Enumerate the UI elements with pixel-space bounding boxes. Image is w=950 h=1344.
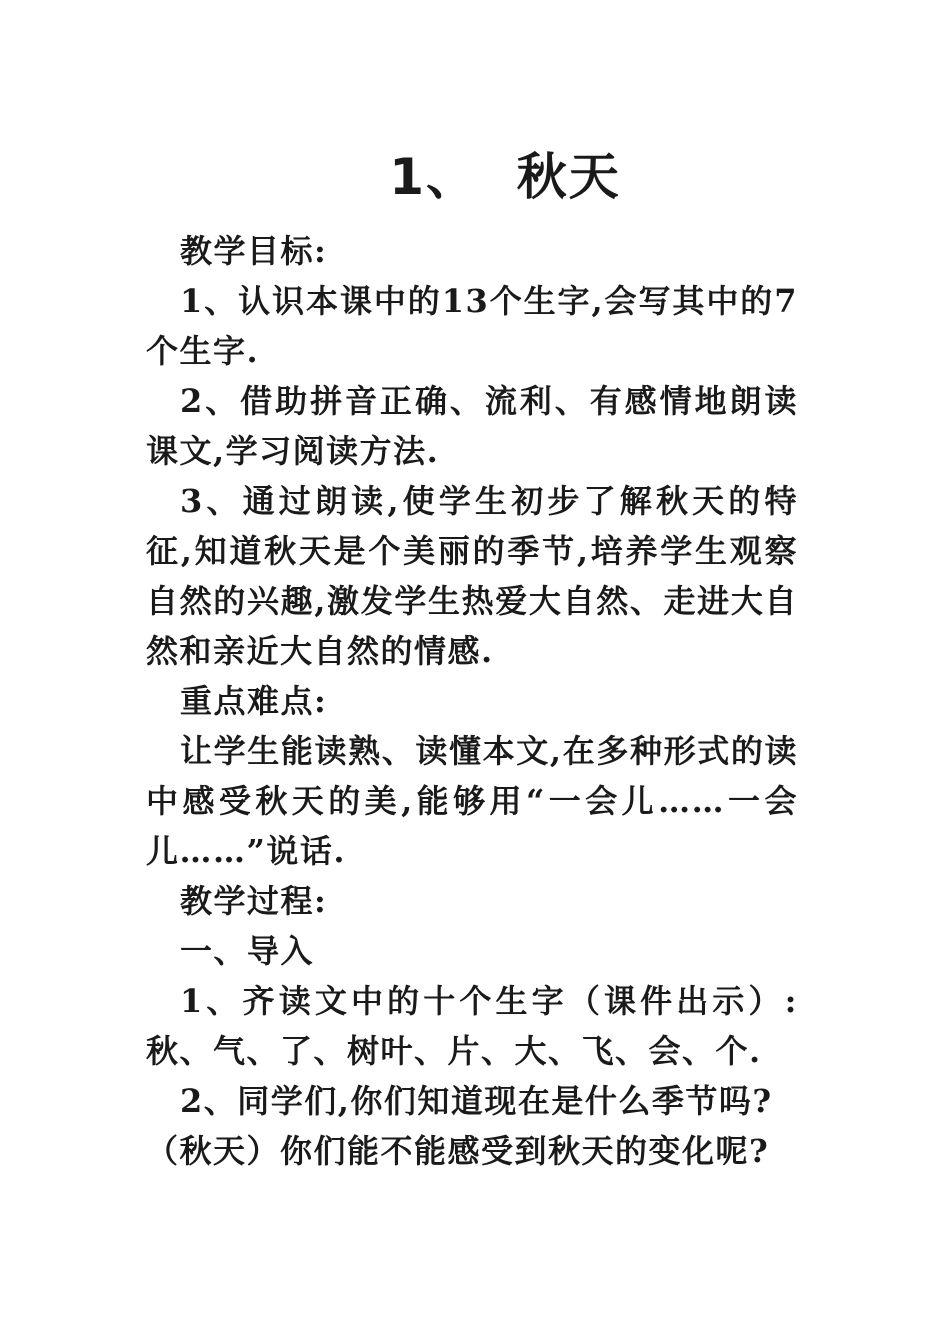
heading-teaching-goals: 教学目标: xyxy=(180,232,328,270)
goal-item-2: 2、借助拼音正确、流利、有感情地朗读课文,学习阅读方法. xyxy=(146,382,798,470)
lesson-title: 1、 秋天 xyxy=(389,148,621,206)
goal-item-1: 1、认识本课中的13个生字,会写其中的7个生字. xyxy=(146,282,798,370)
lesson-body xyxy=(146,226,798,1176)
process-step-2-continued: （秋天）你们能不能感受到秋天的变化呢? xyxy=(146,1132,770,1170)
key-points-text: 让学生能读熟、读懂本文,在多种形式的读中感受秋天的美,能够用“一会儿……一会儿……”说话. xyxy=(146,732,798,870)
process-step-2: 2、同学们,你们知道现在是什么季节吗? xyxy=(180,1082,773,1120)
process-step-1: 1、齐读文中的十个生字（课件出示）:秋、气、了、树叶、片、大、飞、会、个. xyxy=(146,982,798,1070)
heading-key-points: 重点难点: xyxy=(180,682,328,720)
heading-teaching-process: 教学过程: xyxy=(180,882,328,920)
goal-item-3: 3、通过朗读,使学生初步了解秋天的特征,知道秋天是个美丽的季节,培养学生观察自然的兴趣,激发学生热爱大自然、走进大自然和亲近大自然的情感. xyxy=(146,482,798,670)
section-introduction: 一、导入 xyxy=(180,932,315,970)
